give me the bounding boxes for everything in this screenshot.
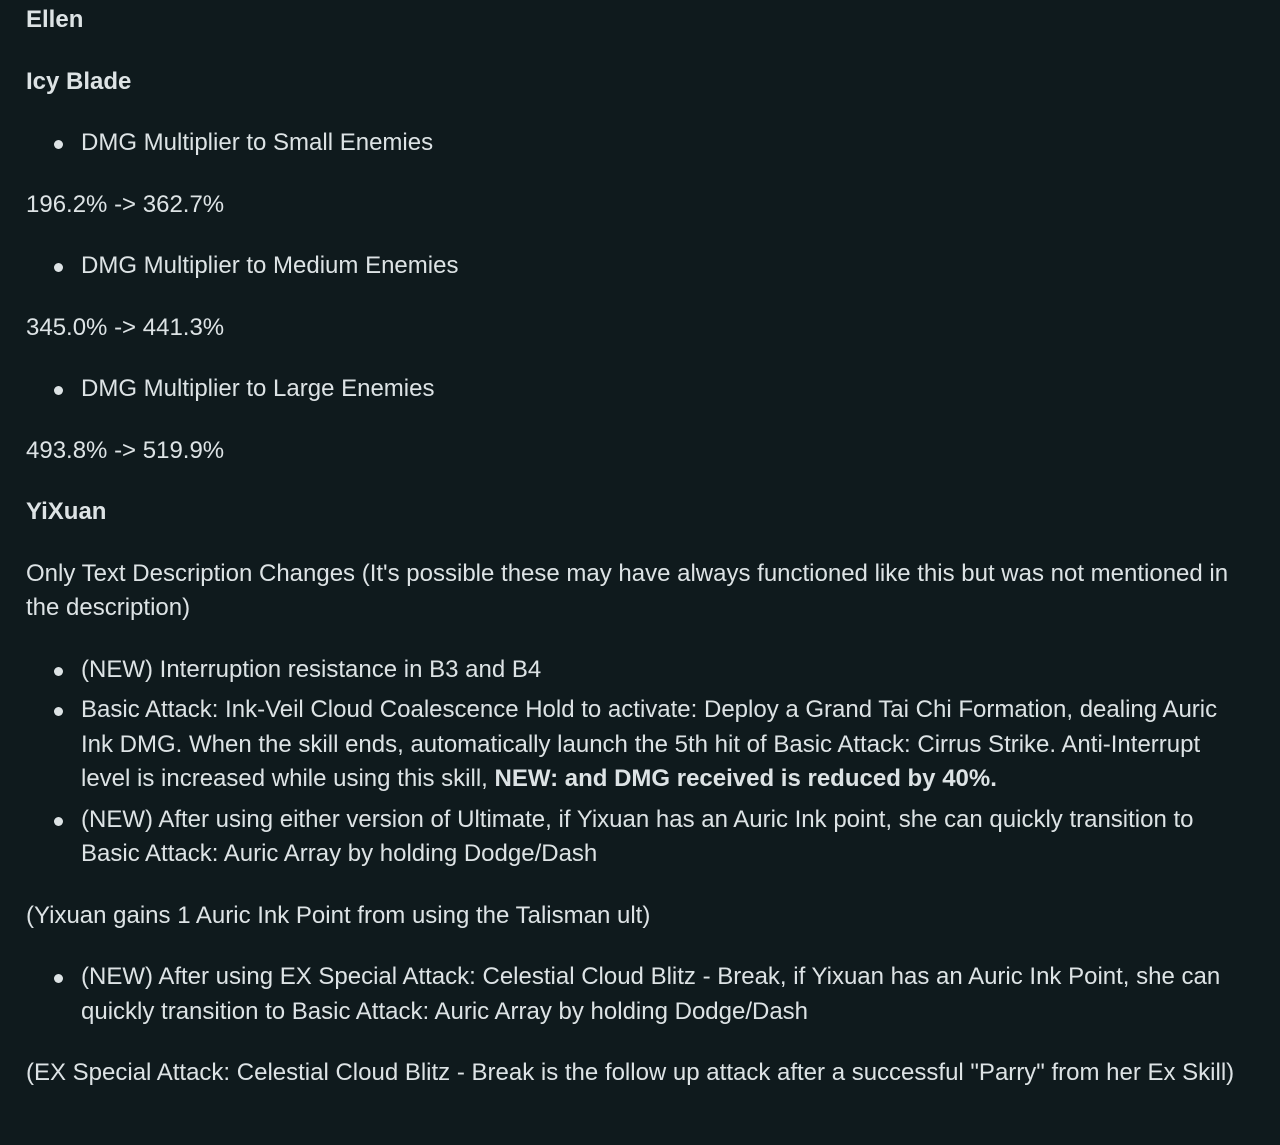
list-item-text: DMG Multiplier to Large Enemies [81, 375, 435, 402]
list-item [26, 960, 1246, 1029]
list-item-text: DMG Multiplier to Medium Enemies [81, 252, 459, 279]
character-heading-ellen: Ellen [26, 6, 84, 33]
bullet-list [26, 372, 1246, 407]
list-item-text: DMG Multiplier to Small Enemies [81, 129, 434, 156]
list-item [26, 653, 1246, 688]
note-paragraph: (Yixuan gains 1 Auric Ink Point from using the Talisman ult) [26, 901, 651, 929]
bullet-dot-icon [54, 140, 63, 149]
list-item-bold-text: NEW: and DMG received is reduced by 40%. [494, 765, 997, 792]
bullet-dot-icon [54, 974, 63, 983]
bullet-dot-icon [54, 707, 63, 716]
bullet-dot-icon [54, 817, 63, 826]
skill-heading-icy-blade: Icy Blade [26, 67, 132, 95]
list-item [26, 693, 1246, 797]
list-item-text: (NEW) Interruption resistance in B3 and B4 [81, 655, 542, 683]
patch-notes-content [26, 3, 1246, 1118]
note-paragraph: (EX Special Attack: Celestial Cloud Blitz - Break is the follow up attack after a successful "Parry" from her Ex Skill) [26, 1059, 1235, 1086]
list-item [26, 372, 1246, 407]
character-heading-yixuan: YiXuan [26, 498, 107, 525]
list-item-text: (NEW) After using EX Special Attack: Celestial Cloud Blitz - Break, if Yixuan has an Auric Ink Point, she can quickly transition to Basic Attack: Auric Array by holding Dodge/Dash [81, 963, 1221, 1025]
bullet-list [26, 960, 1246, 1029]
bullet-list [26, 126, 1246, 161]
bullet-dot-icon [54, 667, 63, 676]
value-change: 345.0% -> 441.3% [26, 313, 225, 341]
bullet-list [26, 653, 1246, 872]
bullet-list [26, 249, 1246, 284]
bullet-dot-icon [54, 263, 63, 272]
list-item-text: Basic Attack: Ink-Veil Cloud Coalescence Hold to activate: Deploy a Grand Tai Chi Formation, dealing Auric Ink DMG. When the skill ends, automatically launch the 5th hit of Basic Attack: Cirrus Strike. Anti-Interrupt level is increased while using this skill, [81, 696, 1218, 792]
value-change: 493.8% -> 519.9% [26, 436, 225, 464]
value-change: 196.2% -> 362.7% [26, 190, 225, 218]
bullet-dot-icon [54, 386, 63, 395]
intro-paragraph: Only Text Description Changes (It's possible these may have always functioned like this but was not mentioned in the description) [26, 559, 1229, 621]
list-item [26, 126, 1246, 161]
list-item [26, 803, 1246, 872]
list-item-text: (NEW) After using either version of Ultimate, if Yixuan has an Auric Ink point, she can quickly transition to Basic Attack: Auric Array by holding Dodge/Dash [81, 805, 1194, 867]
list-item [26, 249, 1246, 284]
